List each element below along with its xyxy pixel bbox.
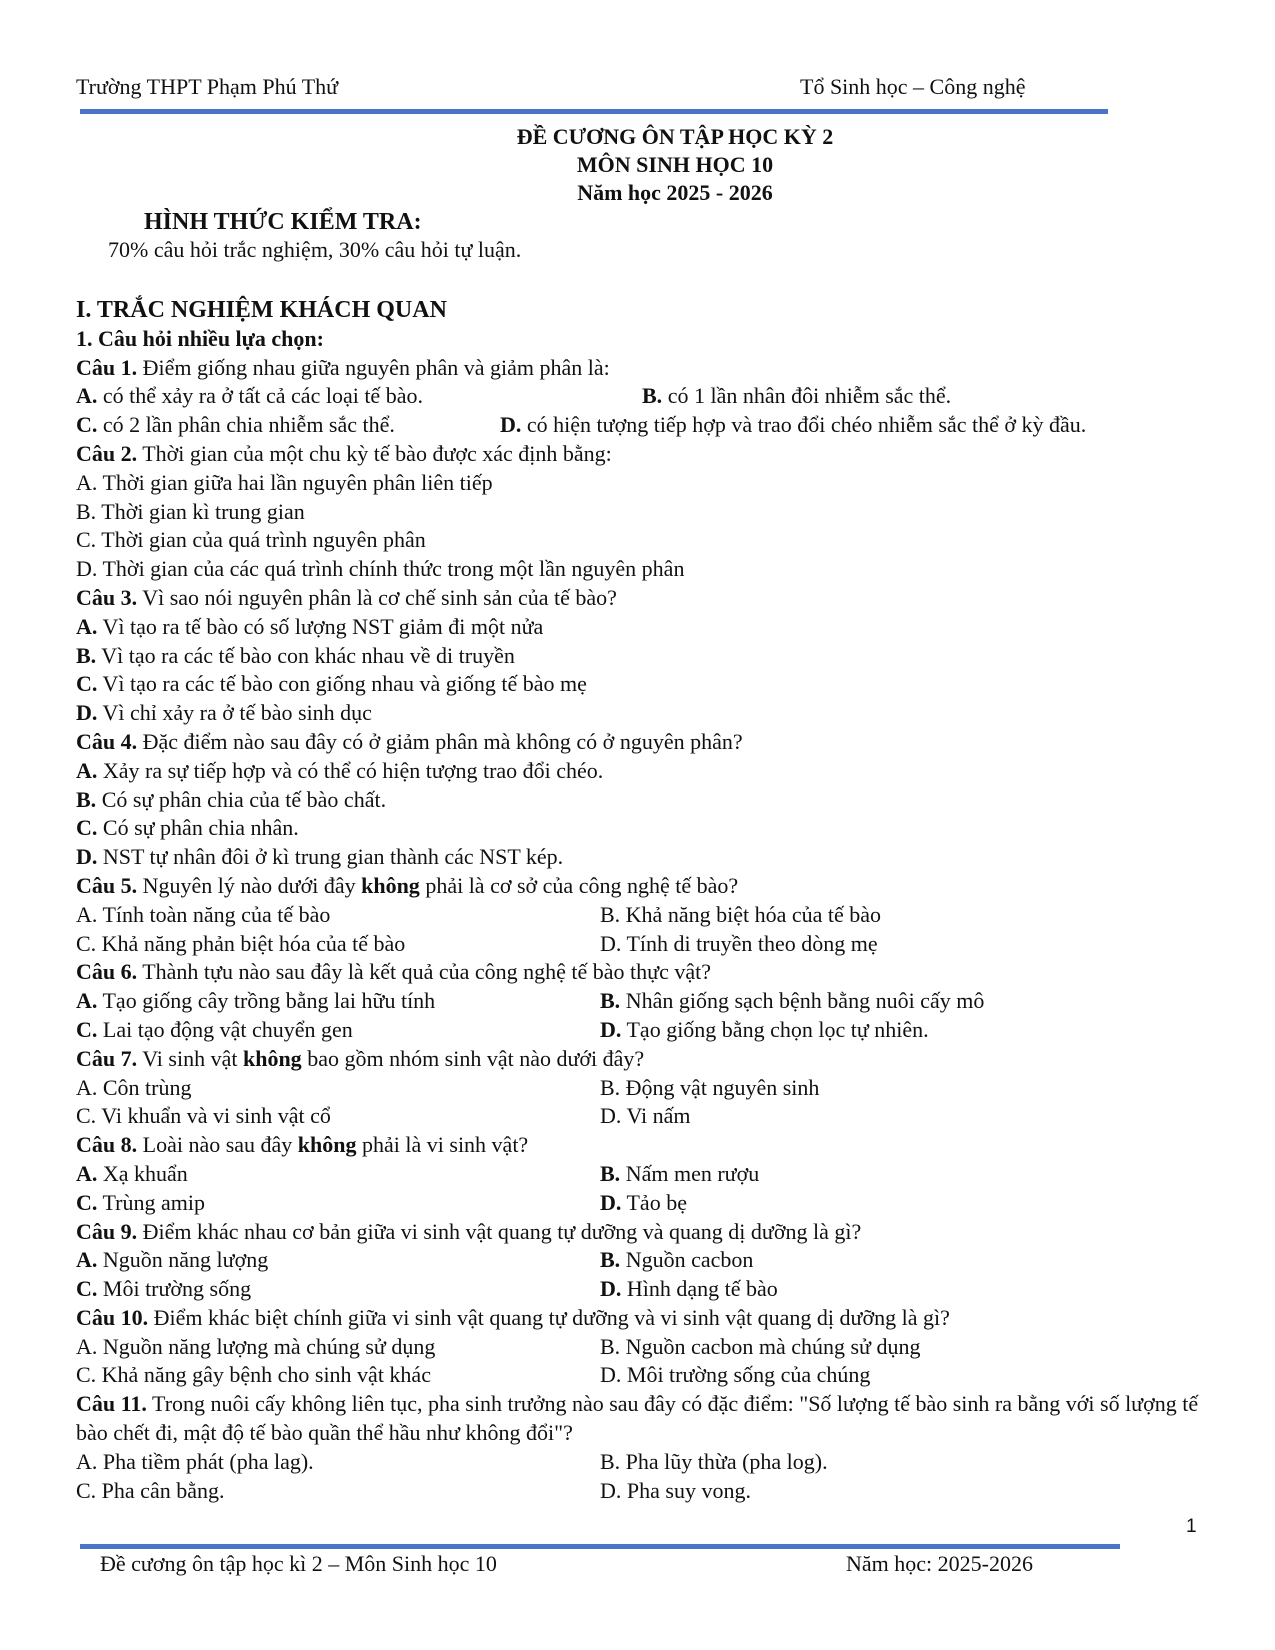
- question-7-options-row1: A. Côn trùng B. Động vật nguyên sinh: [76, 1074, 820, 1100]
- option: A. Thời gian giữa hai lần nguyên phân liên tiếp: [76, 469, 493, 495]
- option: B. Có sự phân chia của tế bào chất.: [76, 786, 387, 812]
- question-8-options-row1: A. Xạ khuẩn B. Nấm men rượu: [76, 1160, 760, 1186]
- footer-title: Đề cương ôn tập học kì 2 – Môn Sinh học 10: [100, 1551, 497, 1576]
- exam-format-heading: HÌNH THỨC KIỂM TRA:: [144, 209, 422, 235]
- question-4: Câu 4. Đặc điểm nào sau đây có ở giảm phân mà không có ở nguyên phân?: [76, 728, 743, 754]
- document-title: ĐỀ CƯƠNG ÔN TẬP HỌC KỲ 2: [516, 124, 834, 149]
- option: C. Thời gian của quá trình nguyên phân: [76, 527, 426, 553]
- section-heading: I. TRẮC NGHIỆM KHÁCH QUAN: [76, 297, 447, 323]
- header-divider: [80, 109, 1108, 114]
- question-8: Câu 8. Loài nào sau đây không phải là vi sinh vật?: [76, 1132, 529, 1158]
- question-6-options-row2: C. Lai tạo động vật chuyển gen D. Tạo giống bằng chọn lọc tự nhiên.: [76, 1016, 929, 1042]
- section-subheading: 1. Câu hỏi nhiều lựa chọn:: [76, 325, 324, 351]
- question-10-options-row1: A. Nguồn năng lượng mà chúng sử dụng B. Nguồn cacbon mà chúng sử dụng: [76, 1333, 921, 1359]
- question-list: [76, 296, 1216, 1505]
- question-7: Câu 7. Vi sinh vật không bao gồm nhóm sinh vật nào dưới đây?: [76, 1045, 645, 1071]
- question-1: Câu 1. Điểm giống nhau giữa nguyên phân và giảm phân là:: [76, 354, 610, 380]
- question-5: Câu 5. Nguyên lý nào dưới đây không phải là cơ sở của công nghệ tế bào?: [76, 872, 739, 898]
- question-9-options-row1: A. Nguồn năng lượng B. Nguồn cacbon: [76, 1247, 754, 1273]
- question-10-options-row2: C. Khả năng gây bệnh cho sinh vật khác D. Môi trường sống của chúng: [76, 1362, 871, 1388]
- option: C. Vì tạo ra các tế bào con giống nhau và giống tế bào mẹ: [76, 671, 587, 697]
- option: D. Thời gian của các quá trình chính thức trong một lần nguyên phân: [76, 556, 685, 582]
- question-7-options-row2: C. Vi khuẩn và vi sinh vật cổ D. Vi nấm: [76, 1103, 691, 1129]
- exam-format-text: 70% câu hỏi trắc nghiệm, 30% câu hỏi tự luận.: [108, 237, 522, 262]
- page-number: 1: [1186, 1516, 1197, 1537]
- question-8-options-row2: C. Trùng amip D. Tảo bẹ: [76, 1189, 687, 1215]
- option: A. Xảy ra sự tiếp hợp và có thể có hiện tượng trao đổi chéo.: [76, 757, 604, 783]
- option: B. Thời gian kì trung gian: [76, 498, 305, 524]
- question-5-options-row2: C. Khả năng phản biệt hóa của tế bào D. Tính di truyền theo dòng mẹ: [76, 930, 878, 956]
- option: D. NST tự nhân đôi ở kì trung gian thành các NST kép.: [76, 844, 564, 870]
- option: D. Vì chỉ xảy ra ở tế bào sinh dục: [76, 700, 372, 726]
- question-11-options-row2: C. Pha cân bằng. D. Pha suy vong.: [76, 1477, 751, 1503]
- footer-divider: [80, 1544, 1120, 1549]
- question-6: Câu 6. Thành tựu nào sau đây là kết quả của công nghệ tế bào thực vật?: [76, 959, 711, 985]
- option: C. Có sự phân chia nhân.: [76, 815, 299, 841]
- question-1-options-row2: C. có 2 lần phân chia nhiễm sắc thể. D. có hiện tượng tiếp hợp và trao đổi chéo nhiễm sắc thể ở kỳ đầu.: [76, 412, 1087, 438]
- header-school: Trường THPT Phạm Phú Thứ: [76, 74, 339, 99]
- question-2: Câu 2. Thời gian của một chu kỳ tế bào được xác định bằng:: [76, 440, 612, 466]
- question-9-options-row2: C. Môi trường sống D. Hình dạng tế bào: [76, 1276, 778, 1302]
- question-5-options-row1: A. Tính toàn năng của tế bào B. Khả năng biệt hóa của tế bào: [76, 901, 882, 927]
- question-3: Câu 3. Vì sao nói nguyên phân là cơ chế sinh sản của tế bào?: [76, 584, 617, 610]
- question-10: Câu 10. Điểm khác biệt chính giữa vi sinh vật quang tự dưỡng và vi sinh vật quang dị dưỡng là gì?: [76, 1304, 950, 1330]
- question-1-options-row1: A. có thể xảy ra ở tất cả các loại tế bào. B. có 1 lần nhân đôi nhiễm sắc thể.: [76, 383, 952, 409]
- header-department: Tổ Sinh học – Công nghệ: [800, 74, 1026, 99]
- document-year: Năm học 2025 - 2026: [577, 180, 773, 205]
- question-6-options-row1: A. Tạo giống cây trồng bằng lai hữu tính B. Nhân giống sạch bệnh bằng nuôi cấy mô: [76, 988, 985, 1014]
- question-11-options-row1: A. Pha tiềm phát (pha lag). B. Pha lũy thừa (pha log).: [76, 1448, 828, 1474]
- document-subject: MÔN SINH HỌC 10: [576, 152, 774, 177]
- option: A. Vì tạo ra tế bào có số lượng NST giảm đi một nửa: [76, 613, 544, 639]
- question-11: Câu 11. Trong nuôi cấy không liên tục, pha sinh trưởng nào sau đây có đặc điểm: "Số lượng tế bào sinh ra bằng với số lượng tế bào chết đi, mật độ tế bào quần thể hầu như không đổi"?: [76, 1391, 1199, 1446]
- option: B. Vì tạo ra các tế bào con khác nhau về di truyền: [76, 642, 515, 668]
- footer-year: Năm học: 2025-2026: [846, 1551, 1033, 1576]
- question-9: Câu 9. Điểm khác nhau cơ bản giữa vi sinh vật quang tự dưỡng và quang dị dưỡng là gì?: [76, 1218, 862, 1244]
